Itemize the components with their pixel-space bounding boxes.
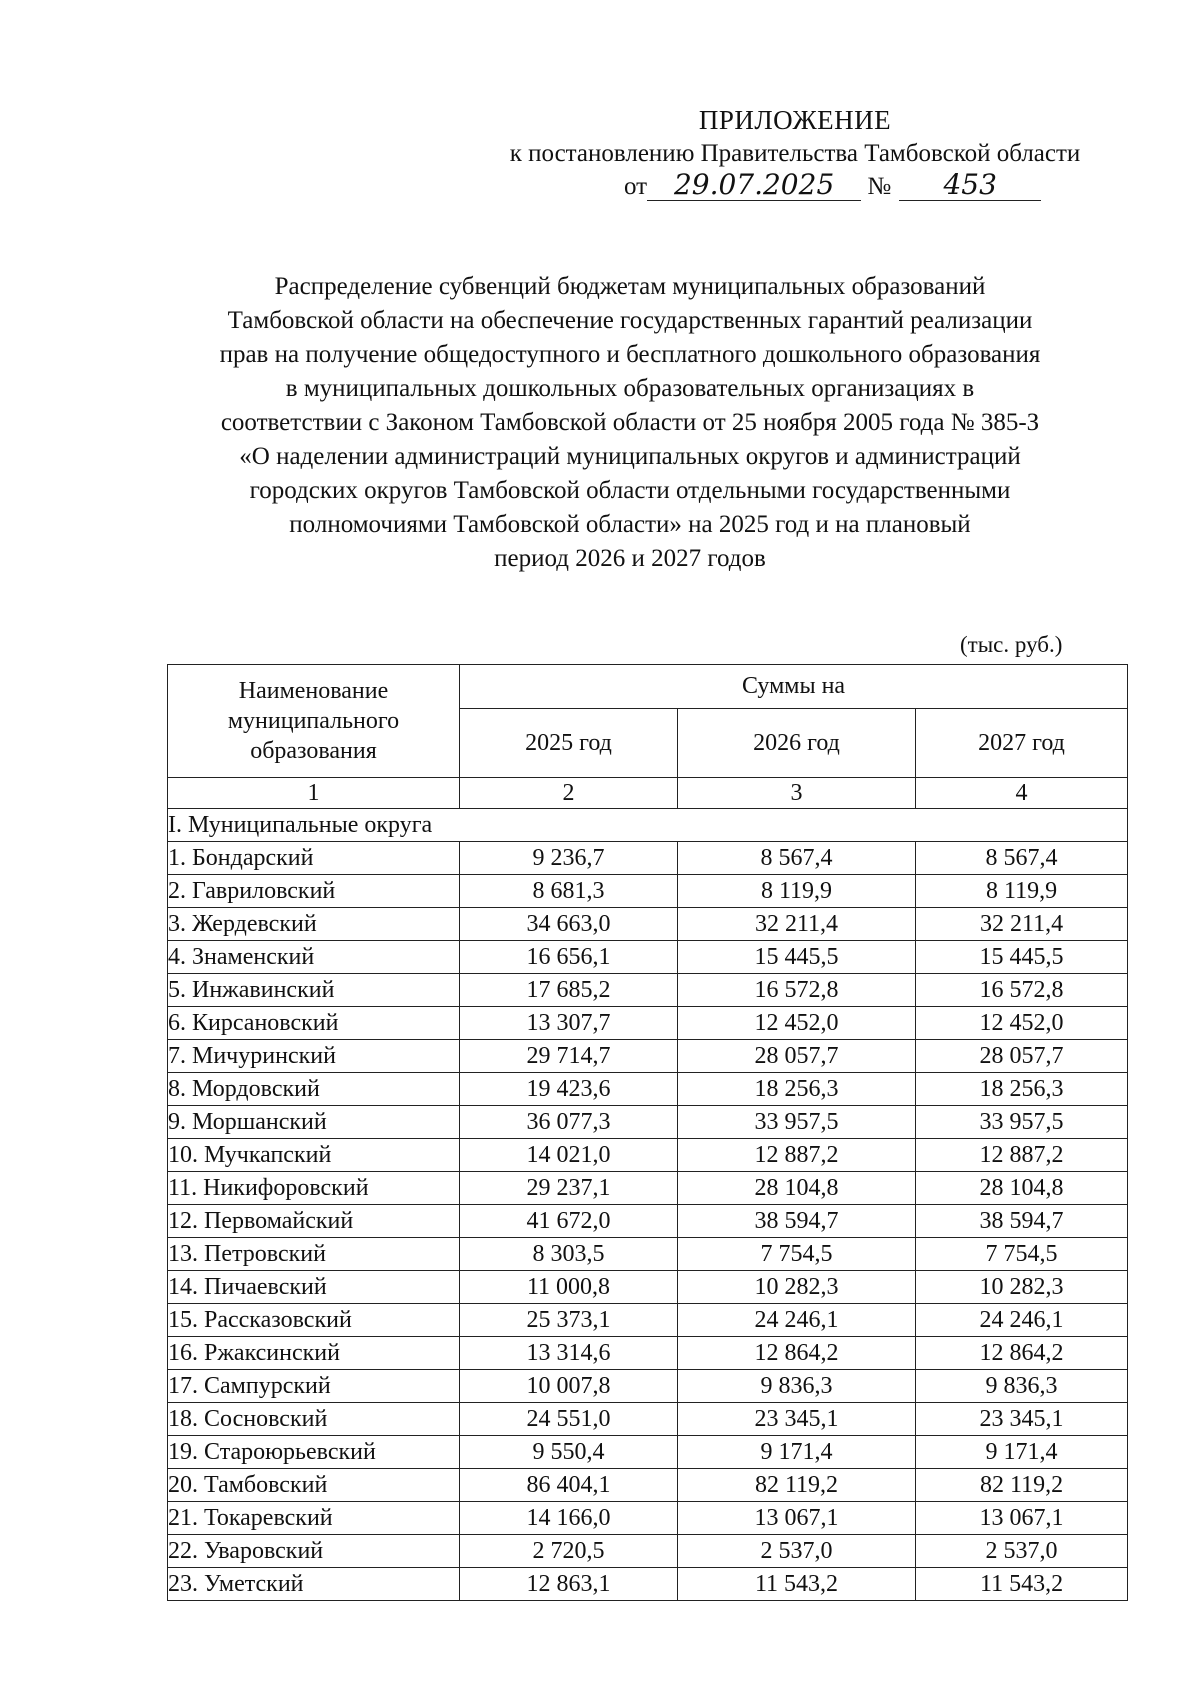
municipality-name: 13. Петровский bbox=[168, 1238, 460, 1271]
amount-2025: 14 166,0 bbox=[460, 1502, 678, 1535]
amount-2025: 29 714,7 bbox=[460, 1040, 678, 1073]
amount-2027: 23 345,1 bbox=[916, 1403, 1128, 1436]
amount-2025: 10 007,8 bbox=[460, 1370, 678, 1403]
subvention-table bbox=[167, 664, 1128, 1601]
table-row bbox=[168, 1205, 1128, 1238]
amount-2025: 24 551,0 bbox=[460, 1403, 678, 1436]
amount-2027: 24 246,1 bbox=[916, 1304, 1128, 1337]
amount-2026: 10 282,3 bbox=[678, 1271, 916, 1304]
amount-2026: 24 246,1 bbox=[678, 1304, 916, 1337]
amount-2025: 17 685,2 bbox=[460, 974, 678, 1007]
header-sums: Суммы на bbox=[460, 665, 1128, 709]
table-row bbox=[168, 842, 1128, 875]
handwritten-number: 453 bbox=[899, 170, 1041, 201]
amount-2025: 41 672,0 bbox=[460, 1205, 678, 1238]
document-title-line: полномочиями Тамбовской области» на 2025 год и на плановый bbox=[289, 511, 971, 538]
amount-2026: 11 543,2 bbox=[678, 1568, 916, 1601]
appendix-header bbox=[450, 104, 1140, 170]
number-prefix: № bbox=[867, 173, 892, 200]
municipality-name: 5. Инжавинский bbox=[168, 974, 460, 1007]
municipality-name: 8. Мордовский bbox=[168, 1073, 460, 1106]
date-prefix: от bbox=[624, 173, 648, 200]
amount-2026: 8 567,4 bbox=[678, 842, 916, 875]
header-year-2027: 2027 год bbox=[916, 709, 1128, 778]
municipality-name: 22. Уваровский bbox=[168, 1535, 460, 1568]
header-year-2026: 2026 год bbox=[678, 709, 916, 778]
column-number: 3 bbox=[678, 778, 916, 809]
table-row bbox=[168, 1271, 1128, 1304]
table-row bbox=[168, 1073, 1128, 1106]
municipality-name: 7. Мичуринский bbox=[168, 1040, 460, 1073]
amount-2027: 18 256,3 bbox=[916, 1073, 1128, 1106]
amount-2027: 33 957,5 bbox=[916, 1106, 1128, 1139]
municipality-name: 1. Бондарский bbox=[168, 842, 460, 875]
document-title-line: соответствии с Законом Тамбовской области от 25 ноября 2005 года № 385-З bbox=[220, 409, 1040, 436]
municipality-name: 16. Ржаксинский bbox=[168, 1337, 460, 1370]
amount-2025: 14 021,0 bbox=[460, 1139, 678, 1172]
municipality-name: 6. Кирсановский bbox=[168, 1007, 460, 1040]
amount-2027: 12 452,0 bbox=[916, 1007, 1128, 1040]
amount-2026: 15 445,5 bbox=[678, 941, 916, 974]
table-row bbox=[168, 1403, 1128, 1436]
amount-2025: 9 236,7 bbox=[460, 842, 678, 875]
amount-2026: 7 754,5 bbox=[678, 1238, 916, 1271]
amount-2025: 34 663,0 bbox=[460, 908, 678, 941]
amount-2027: 38 594,7 bbox=[916, 1205, 1128, 1238]
municipality-name: 2. Гавриловский bbox=[168, 875, 460, 908]
municipality-name: 10. Мучкапский bbox=[168, 1139, 460, 1172]
amount-2026: 12 864,2 bbox=[678, 1337, 916, 1370]
municipality-name: 14. Пичаевский bbox=[168, 1271, 460, 1304]
amount-2026: 12 452,0 bbox=[678, 1007, 916, 1040]
amount-2025: 13 307,7 bbox=[460, 1007, 678, 1040]
table-row bbox=[168, 1238, 1128, 1271]
amount-2027: 32 211,4 bbox=[916, 908, 1128, 941]
municipality-name: 15. Рассказовский bbox=[168, 1304, 460, 1337]
amount-2025: 2 720,5 bbox=[460, 1535, 678, 1568]
column-number: 1 bbox=[168, 778, 460, 809]
amount-2027: 8 567,4 bbox=[916, 842, 1128, 875]
document-title bbox=[150, 270, 1110, 576]
table-row bbox=[168, 1106, 1128, 1139]
appendix-title: ПРИЛОЖЕНИЕ bbox=[698, 105, 892, 135]
amount-2027: 11 543,2 bbox=[916, 1568, 1128, 1601]
table-row bbox=[168, 1469, 1128, 1502]
amount-2026: 16 572,8 bbox=[678, 974, 916, 1007]
municipality-name: 11. Никифоровский bbox=[168, 1172, 460, 1205]
table-row bbox=[168, 908, 1128, 941]
column-number: 4 bbox=[916, 778, 1128, 809]
municipality-name: 12. Первомайский bbox=[168, 1205, 460, 1238]
amount-2025: 86 404,1 bbox=[460, 1469, 678, 1502]
document-title-line: «О наделении администраций муниципальных округов и администраций bbox=[239, 443, 1021, 470]
amount-2026: 23 345,1 bbox=[678, 1403, 916, 1436]
table-row bbox=[168, 1535, 1128, 1568]
amount-2025: 29 237,1 bbox=[460, 1172, 678, 1205]
document-title-line: в муниципальных дошкольных образовательных организациях в bbox=[285, 375, 975, 402]
section-row bbox=[168, 809, 1128, 842]
amount-2027: 7 754,5 bbox=[916, 1238, 1128, 1271]
amount-2026: 13 067,1 bbox=[678, 1502, 916, 1535]
amount-2026: 9 171,4 bbox=[678, 1436, 916, 1469]
amount-2027: 8 119,9 bbox=[916, 875, 1128, 908]
section-title: I. Муниципальные округа bbox=[168, 809, 1128, 842]
handwritten-date: 29.07.2025 bbox=[647, 170, 861, 201]
amount-2027: 13 067,1 bbox=[916, 1502, 1128, 1535]
municipality-name: 3. Жердевский bbox=[168, 908, 460, 941]
amount-2026: 28 104,8 bbox=[678, 1172, 916, 1205]
amount-2027: 28 057,7 bbox=[916, 1040, 1128, 1073]
document-title-line: Распределение субвенций бюджетам муниципальных образований bbox=[274, 273, 986, 300]
municipality-name: 21. Токаревский bbox=[168, 1502, 460, 1535]
municipality-name: 19. Староюрьевский bbox=[168, 1436, 460, 1469]
table-row bbox=[168, 974, 1128, 1007]
amount-2025: 12 863,1 bbox=[460, 1568, 678, 1601]
amount-2027: 2 537,0 bbox=[916, 1535, 1128, 1568]
amount-2026: 12 887,2 bbox=[678, 1139, 916, 1172]
appendix-subtitle: к постановлению Правительства Тамбовской области bbox=[509, 140, 1081, 167]
amount-2027: 9 836,3 bbox=[916, 1370, 1128, 1403]
amount-2026: 28 057,7 bbox=[678, 1040, 916, 1073]
table-row bbox=[168, 1172, 1128, 1205]
amount-2027: 82 119,2 bbox=[916, 1469, 1128, 1502]
table-row bbox=[168, 1040, 1128, 1073]
amount-2026: 9 836,3 bbox=[678, 1370, 916, 1403]
amount-2025: 13 314,6 bbox=[460, 1337, 678, 1370]
amount-2026: 18 256,3 bbox=[678, 1073, 916, 1106]
amount-2027: 28 104,8 bbox=[916, 1172, 1128, 1205]
amount-2027: 10 282,3 bbox=[916, 1271, 1128, 1304]
table-row bbox=[168, 941, 1128, 974]
table-row bbox=[168, 875, 1128, 908]
municipality-name: 18. Сосновский bbox=[168, 1403, 460, 1436]
table-row bbox=[168, 1304, 1128, 1337]
municipality-name: 4. Знаменский bbox=[168, 941, 460, 974]
amount-2025: 19 423,6 bbox=[460, 1073, 678, 1106]
table-row bbox=[168, 1502, 1128, 1535]
header-year-2025: 2025 год bbox=[460, 709, 678, 778]
table-row bbox=[168, 1370, 1128, 1403]
amount-2027: 12 864,2 bbox=[916, 1337, 1128, 1370]
amount-2025: 16 656,1 bbox=[460, 941, 678, 974]
amount-2026: 38 594,7 bbox=[678, 1205, 916, 1238]
amount-2025: 9 550,4 bbox=[460, 1436, 678, 1469]
municipality-name: 23. Уметский bbox=[168, 1568, 460, 1601]
amount-2025: 11 000,8 bbox=[460, 1271, 678, 1304]
table-row bbox=[168, 1337, 1128, 1370]
municipality-name: 20. Тамбовский bbox=[168, 1469, 460, 1502]
amount-2027: 9 171,4 bbox=[916, 1436, 1128, 1469]
amount-2026: 32 211,4 bbox=[678, 908, 916, 941]
amount-2027: 12 887,2 bbox=[916, 1139, 1128, 1172]
table-row bbox=[168, 1139, 1128, 1172]
document-title-line: период 2026 и 2027 годов bbox=[494, 545, 766, 572]
amount-2025: 36 077,3 bbox=[460, 1106, 678, 1139]
municipality-name: 9. Моршанский bbox=[168, 1106, 460, 1139]
amount-2025: 25 373,1 bbox=[460, 1304, 678, 1337]
document-title-line: городских округов Тамбовской области отдельными государственными bbox=[249, 477, 1011, 504]
document-title-line: прав на получение общедоступного и бесплатного дошкольного образования bbox=[219, 341, 1041, 368]
municipality-name: 17. Сампурский bbox=[168, 1370, 460, 1403]
amount-2025: 8 681,3 bbox=[460, 875, 678, 908]
units-label: (тыс. руб.) bbox=[960, 632, 1063, 657]
amount-2026: 33 957,5 bbox=[678, 1106, 916, 1139]
resolution-date-line bbox=[624, 170, 1041, 201]
header-municipality: Наименование муниципального образования bbox=[168, 665, 460, 778]
table-row bbox=[168, 1436, 1128, 1469]
table-row bbox=[168, 1007, 1128, 1040]
table-row bbox=[168, 1568, 1128, 1601]
document-title-line: Тамбовской области на обеспечение государственных гарантий реализации bbox=[227, 307, 1033, 334]
amount-2026: 2 537,0 bbox=[678, 1535, 916, 1568]
amount-2027: 15 445,5 bbox=[916, 941, 1128, 974]
amount-2027: 16 572,8 bbox=[916, 974, 1128, 1007]
amount-2025: 8 303,5 bbox=[460, 1238, 678, 1271]
amount-2026: 8 119,9 bbox=[678, 875, 916, 908]
column-number: 2 bbox=[460, 778, 678, 809]
amount-2026: 82 119,2 bbox=[678, 1469, 916, 1502]
